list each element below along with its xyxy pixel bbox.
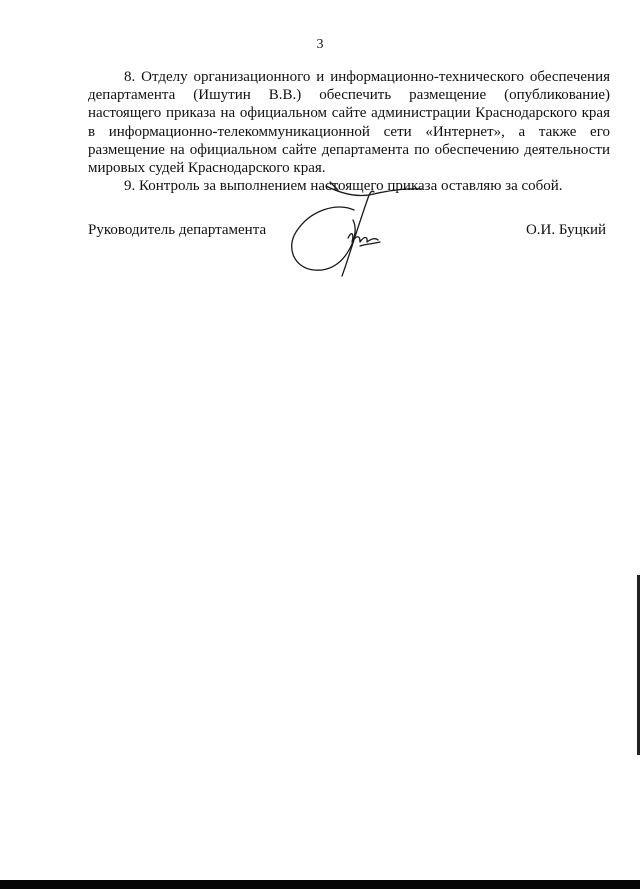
handwritten-signature-icon xyxy=(282,180,442,285)
signer-name: О.И. Буцкий xyxy=(525,222,606,238)
paragraph-item-9: 9. Контроль за выполнением настоящего приказа оставляю за собой. xyxy=(124,178,563,195)
paragraph-item-8: 8. Отделу организационного и информационно-технического обеспечения департамента (Ишутин В.В.) обеспечить размещение (опубликование) настоящего приказа на официальном сайте администрации Краснодарского края в информационно-телекоммуникационной сети «Интернет», а также его размещение на официальном сайте департамента по обеспечению деятельности мировых судей Краснодарского края. xyxy=(88,69,610,177)
page-number: 3 xyxy=(316,37,324,52)
scan-bottom-border xyxy=(0,880,640,889)
signer-title: Руководитель департамента xyxy=(88,222,267,238)
document-body xyxy=(88,68,610,195)
